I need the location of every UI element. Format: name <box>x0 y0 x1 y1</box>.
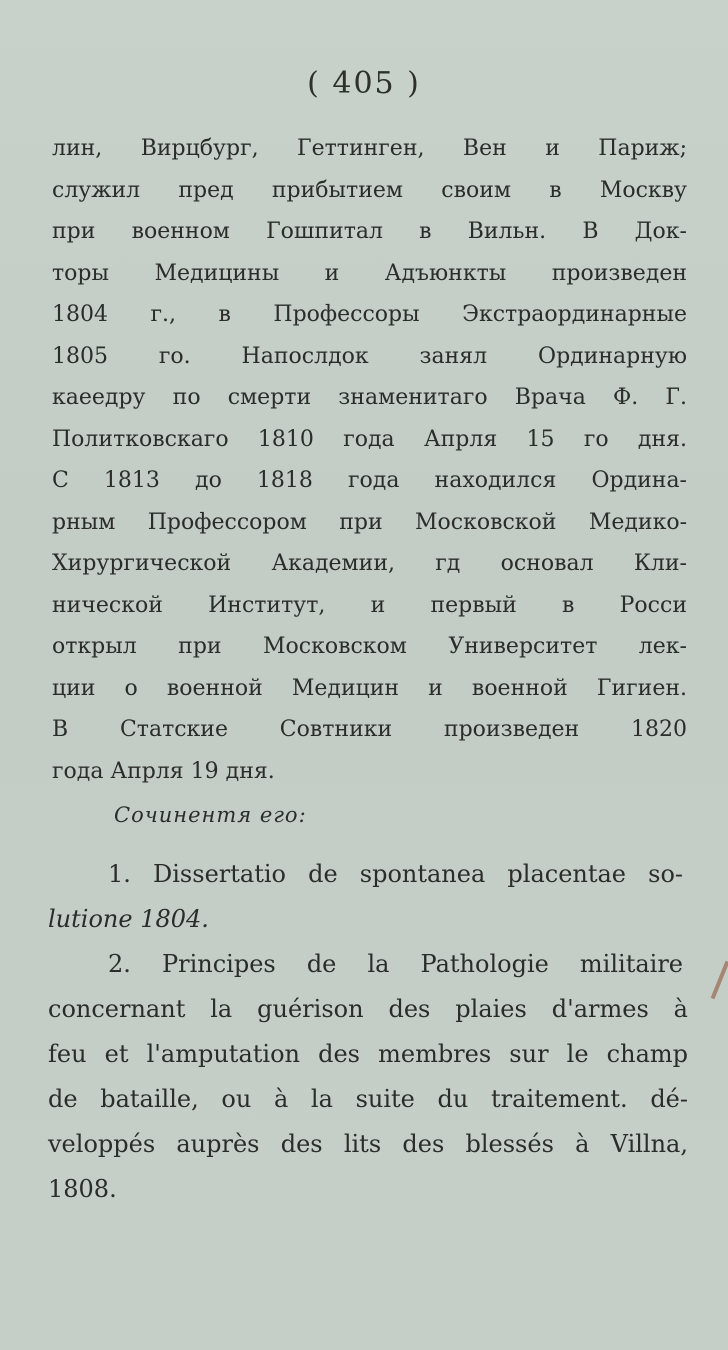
text-line: Хирургической Академии, гд основал Кли- <box>52 551 687 576</box>
text-line: лин, Вирцбург, Геттинген, Вен и Париж; <box>52 136 687 161</box>
text-line: Политковскаго 1810 года Апрля 15 го дня. <box>52 426 687 452</box>
work-item-line: concernant la guérison des plaies d'armes à <box>48 995 688 1023</box>
text-line: служил пред прибытием своим в Москву <box>52 177 687 203</box>
biography-paragraph <box>52 128 687 838</box>
page-number: ( 405 ) <box>307 66 421 101</box>
work-item-line: de bataille, ou à la suite du traitement. dé- <box>48 1085 688 1113</box>
text-line: С 1813 до 1818 года находился Ордина- <box>52 468 687 493</box>
text-line: каеедру по смерти знаменитаго Врача Ф. Г. <box>52 385 687 410</box>
text-line: 1804 г., в Профессоры Экстраординарные <box>52 302 687 327</box>
text-line: открыл при Московском Университет лек- <box>52 634 687 659</box>
work-item-line: veloppés auprès des lits des blessés à Villna, <box>48 1130 688 1158</box>
page-stain-mark <box>711 961 728 1000</box>
work-item-line: lutione 1804. <box>48 905 209 933</box>
work-item-line: 2. Principes de la Pathologie militaire <box>108 950 683 978</box>
text-line: торы Медицины и Адъюнкты произведен <box>52 260 687 286</box>
text-line: при военном Гошпитал в Вильн. В Док- <box>52 219 687 244</box>
text-line: года Апрля 19 дня. <box>52 758 275 784</box>
work-item-line: feu et l'amputation des membres sur le champ <box>48 1040 688 1068</box>
text-line: рным Профессором при Московской Медико- <box>52 509 687 535</box>
works-heading: Сочинентя его: <box>114 803 307 827</box>
text-line: ции о военной Медицин и военной Гигиен. <box>52 675 687 701</box>
work-item-line: 1. Dissertatio de spontanea placentae so- <box>108 860 683 888</box>
text-line: нической Институт, и первый в Росси <box>52 592 687 618</box>
work-item-line: 1808. <box>48 1175 117 1203</box>
text-line: 1805 го. Напослдок занял Ординарную <box>52 343 687 369</box>
text-line: В Статские Совтники произведен 1820 <box>52 717 687 742</box>
works-list <box>48 852 688 1212</box>
